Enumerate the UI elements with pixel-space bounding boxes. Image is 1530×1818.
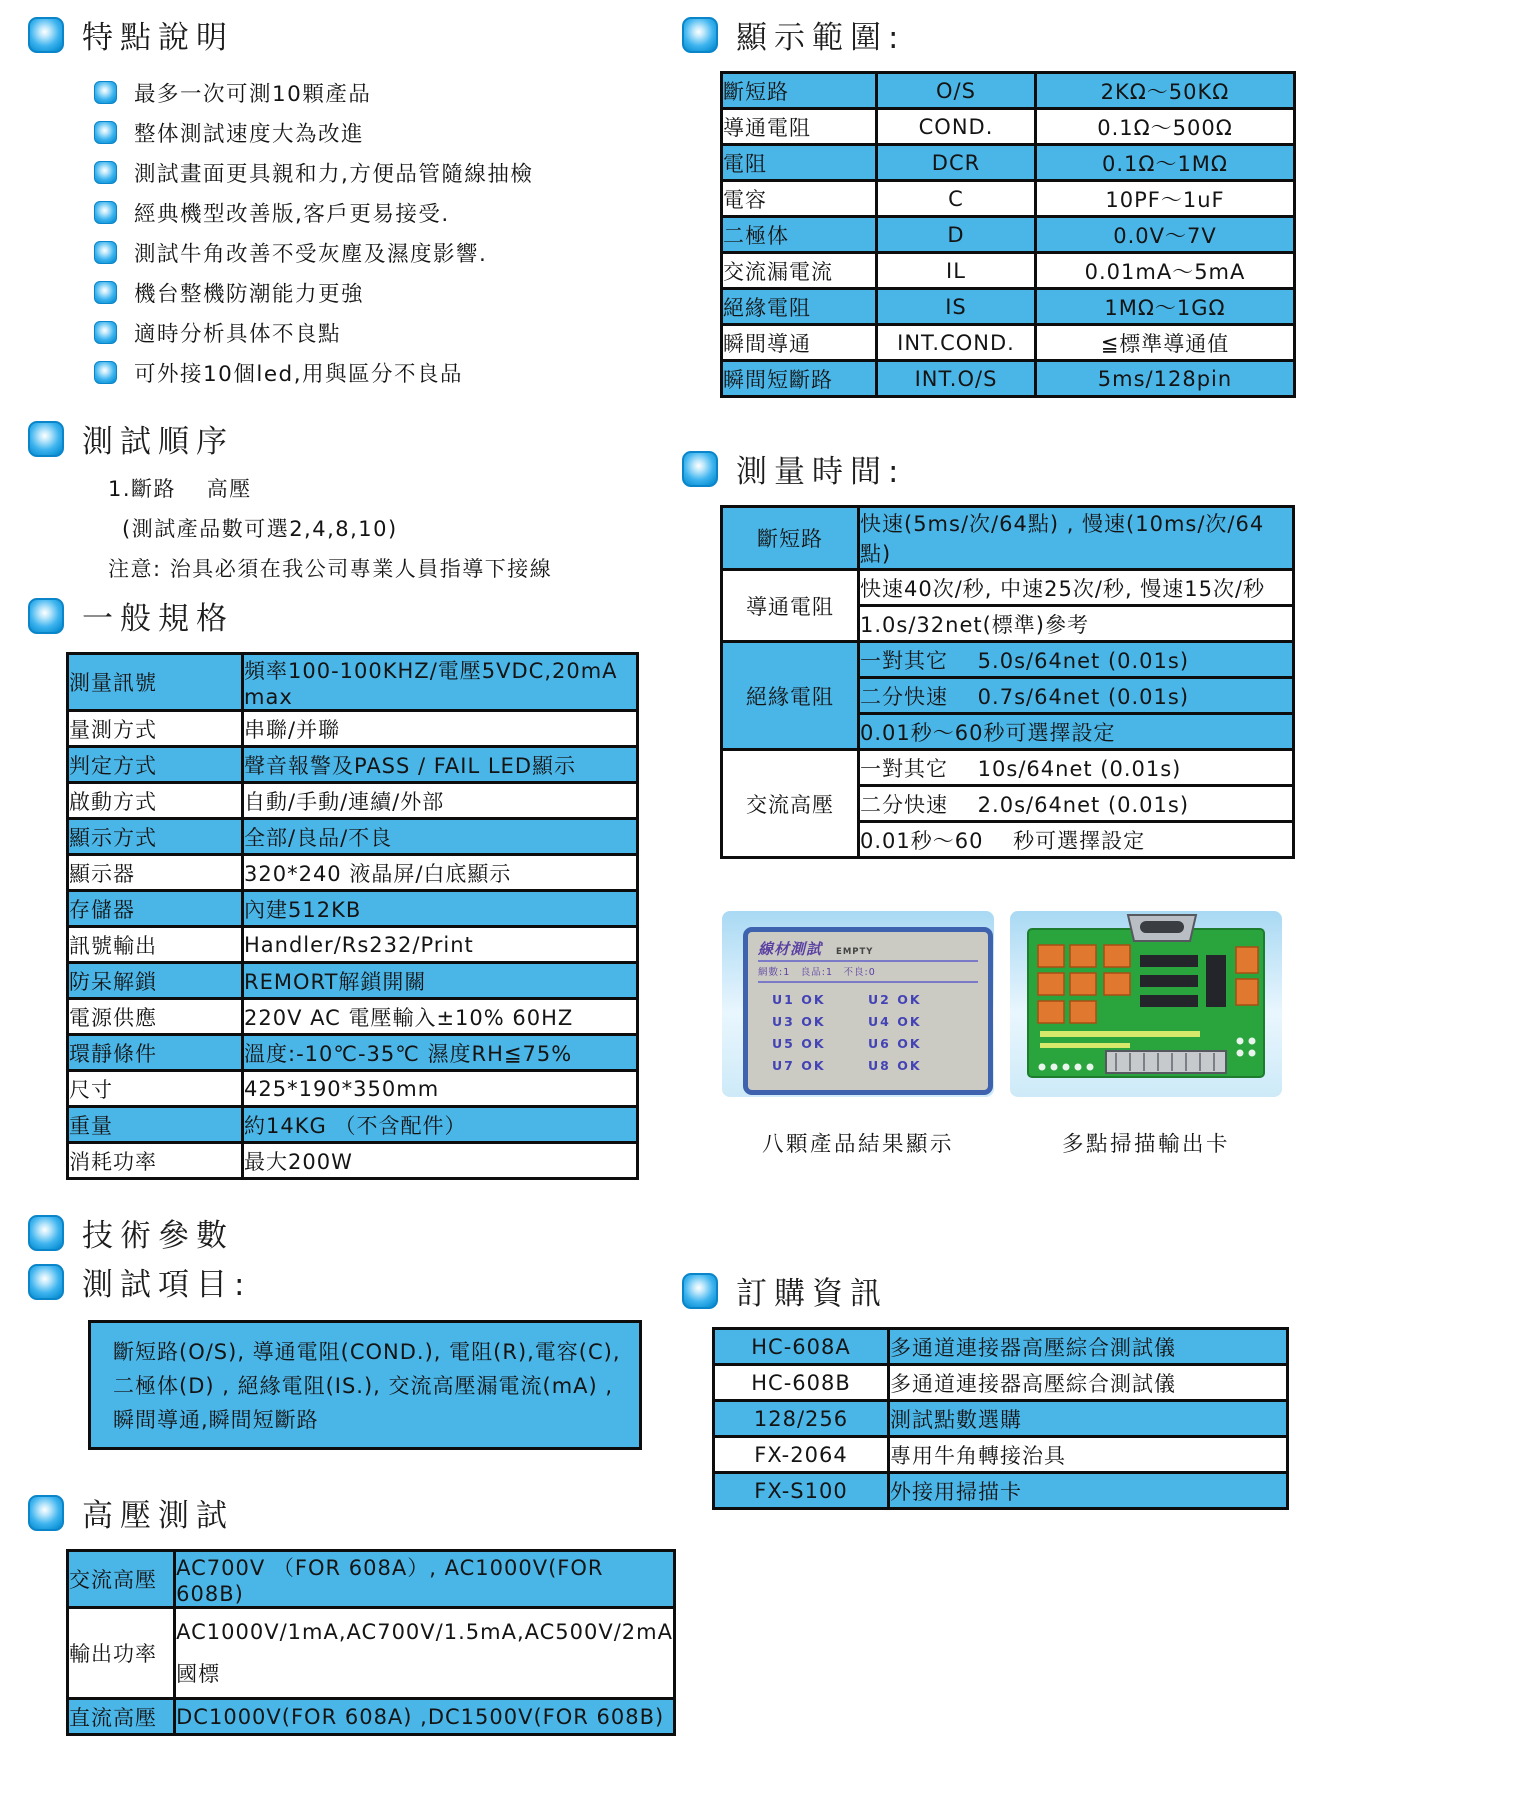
order-model: FX-2064 [714,1437,889,1473]
blue-bullet-icon [94,321,117,344]
table-row [68,963,638,999]
mt-value: 1.0s/32net(標準)參考 [859,606,1294,642]
hv-value [175,1608,675,1699]
table-row [68,819,638,855]
lcd-stats: 網數:1 良品:1 不良:0 [758,962,978,983]
product-photos [722,911,1307,1097]
range-name: 斷短路 [722,73,877,109]
lcd-result-cell: U5 OK [772,1036,826,1051]
feature-item [94,117,676,148]
feature-text: 機台整機防潮能力更強 [134,282,365,307]
pcb-illustration [1010,911,1282,1097]
table-row [68,1699,675,1735]
table-row [68,1107,638,1143]
sequence-line-1: 1.斷路 高壓 [108,477,252,501]
lcd-result-cell: U4 OK [868,1014,922,1029]
table-row [722,750,1294,786]
section-measure-time-header [682,446,1307,491]
table-row [714,1329,1288,1365]
feature-text: 測試畫面更具親和力,方便品管隨線抽檢 [134,162,534,187]
range-value: 10PF～1uF [1036,181,1295,217]
mt-label: 絕緣電阻 [722,642,859,750]
table-row [68,654,638,711]
section-test-items-header [28,1259,676,1304]
blue-cube-icon [28,17,64,53]
range-code: O/S [877,73,1036,109]
test-items-box [88,1320,642,1450]
feature-item [94,77,676,108]
right-column [682,12,1307,1510]
table-row [722,181,1295,217]
spec-label: 存儲器 [68,891,243,927]
blue-cube-icon [28,421,64,457]
range-code: C [877,181,1036,217]
table-row [722,73,1295,109]
spec-value: 約14KG （不含配件） [243,1107,638,1143]
range-value: 0.0V～7V [1036,217,1295,253]
range-value: 0.1Ω～1MΩ [1036,145,1295,181]
table-row [68,855,638,891]
spec-value: 320*240 液晶屏/白底顯示 [243,855,638,891]
lcd-result-cell: U8 OK [868,1058,922,1073]
spec-value: 串聯/并聯 [243,711,638,747]
spec-label: 量測方式 [68,711,243,747]
blue-bullet-icon [94,161,117,184]
left-column [28,12,676,1736]
spec-label: 判定方式 [68,747,243,783]
range-value: 0.01mA～5mA [1036,253,1295,289]
order-description: 外接用掃描卡 [889,1473,1288,1509]
table-row [722,145,1295,181]
blue-bullet-icon [94,241,117,264]
table-row [68,783,638,819]
blue-cube-icon [28,1495,64,1531]
features-list [94,77,676,388]
lcd-result-cell: U1 OK [772,992,826,1007]
hv-label: 交流高壓 [68,1551,175,1608]
measure-time-table [720,505,1295,859]
mt-value: 一對其它 10s/64net (0.01s) [859,750,1294,786]
range-name: 交流漏電流 [722,253,877,289]
spec-value: Handler/Rs232/Print [243,927,638,963]
feature-item [94,157,676,188]
lcd-result-cell: U7 OK [772,1058,826,1073]
table-row [714,1437,1288,1473]
range-code: COND. [877,109,1036,145]
feature-text: 整体測試速度大為改進 [134,122,365,147]
mt-value: 0.01秒～60 秒可選擇設定 [859,822,1294,858]
test-sequence-text [108,469,676,589]
table-row [722,361,1295,397]
range-code: DCR [877,145,1036,181]
blue-bullet-icon [94,81,117,104]
feature-item [94,197,676,228]
hv-value: AC700V （FOR 608A）, AC1000V(FOR 608B) [175,1551,675,1608]
range-value: 2KΩ～50KΩ [1036,73,1295,109]
range-value: 0.1Ω～500Ω [1036,109,1295,145]
range-code: IL [877,253,1036,289]
section-tech-params-header [28,1210,676,1255]
spec-value: 全部/良品/不良 [243,819,638,855]
lcd-header [758,938,978,962]
range-name: 二極体 [722,217,877,253]
hv-value-line-1: AC1000V/1mA,AC700V/1.5mA,AC500V/2mA [176,1620,673,1644]
section-title: 特點說明 [82,20,234,56]
range-name: 瞬間短斷路 [722,361,877,397]
feature-text: 經典機型改善版,客戶更易接受. [134,202,450,227]
table-row [68,1035,638,1071]
lcd-result-cell: U6 OK [868,1036,922,1051]
table-row [68,1071,638,1107]
section-title: 顯示範圍: [736,20,906,56]
table-row [714,1365,1288,1401]
section-sequence-header [28,416,676,461]
ordering-table [712,1327,1289,1510]
feature-item [94,277,676,308]
table-row [722,217,1295,253]
section-ordering-header [682,1268,1307,1313]
lcd-photo-caption: 八顆產品結果顯示 [761,1132,954,1157]
blue-cube-icon [28,1264,64,1300]
test-items-line-3: 瞬間導通,瞬間短斷路 [113,1408,319,1432]
table-row [722,325,1295,361]
spec-value: 最大200W [243,1143,638,1179]
mt-value: 一對其它 5.0s/64net (0.01s) [859,642,1294,678]
blue-cube-icon [682,451,718,487]
section-title: 技術參數 [82,1218,234,1254]
pcb-photo-caption: 多點掃描輸出卡 [1061,1132,1230,1157]
mt-value: 快速(5ms/次/64點) , 慢速(10ms/次/64點) [859,507,1294,570]
blue-cube-icon [28,598,64,634]
spec-label: 環靜條件 [68,1035,243,1071]
spec-label: 啟動方式 [68,783,243,819]
table-row [68,711,638,747]
spec-value: 溫度:-10℃-35℃ 濕度RH≦75% [243,1035,638,1071]
range-code: IS [877,289,1036,325]
section-title: 測試項目: [82,1267,252,1303]
spec-value: 內建512KB [243,891,638,927]
table-row [68,747,638,783]
sequence-line-3: 注意: 治具必須在我公司專業人員指導下接線 [108,557,553,581]
hv-value-line-2: 國標 [176,1662,221,1686]
lcd-result-cell: U3 OK [772,1014,826,1029]
table-row [714,1473,1288,1509]
spec-label: 顯示器 [68,855,243,891]
lcd-result-photo [722,911,994,1097]
hv-value: DC1000V(FOR 608A) ,DC1500V(FOR 608B) [175,1699,675,1735]
section-hv-test-header [28,1490,676,1535]
section-title: 訂購資訊 [736,1276,888,1312]
hv-label: 直流高壓 [68,1699,175,1735]
test-items-line-1: 斷短路(O/S), 導通電阻(COND.), 電阻(R),電容(C), [113,1340,621,1364]
lcd-status: EMPTY [836,947,874,957]
feature-text: 測試牛角改善不受灰塵及濕度影響. [134,242,488,267]
range-value: ≦標準導通值 [1036,325,1295,361]
table-row [722,507,1294,570]
range-code: INT.O/S [877,361,1036,397]
spec-label: 防呆解鎖 [68,963,243,999]
spec-label: 消耗功率 [68,1143,243,1179]
mt-value: 二分快速 2.0s/64net (0.01s) [859,786,1294,822]
mt-label: 斷短路 [722,507,859,570]
blue-cube-icon [682,1273,718,1309]
spec-label: 顯示方式 [68,819,243,855]
range-name: 瞬間導通 [722,325,877,361]
order-description: 測試點數選購 [889,1401,1288,1437]
section-title: 高壓測試 [82,1498,234,1534]
table-row [68,999,638,1035]
table-row [722,253,1295,289]
range-value: 1MΩ～1GΩ [1036,289,1295,325]
blue-bullet-icon [94,121,117,144]
sequence-line-2: (測試產品數可選2,4,8,10) [122,517,398,541]
range-code: INT.COND. [877,325,1036,361]
table-row [722,289,1295,325]
mt-label: 導通電阻 [722,570,859,642]
scan-card-photo [1010,911,1282,1097]
blue-bullet-icon [94,361,117,384]
order-model: HC-608A [714,1329,889,1365]
spec-label: 重量 [68,1107,243,1143]
spec-value: REMORT解鎖開關 [243,963,638,999]
lcd-result-cell: U2 OK [868,992,922,1007]
hv-test-table [66,1549,676,1736]
feature-text: 最多一次可測10顆產品 [134,82,372,107]
section-title: 測試順序 [82,424,234,460]
table-row [68,891,638,927]
blue-cube-icon [28,1215,64,1251]
feature-text: 適時分析具体不良點 [134,322,342,347]
spec-value: 頻率100-100KHZ/電壓5VDC,20mA max [243,654,638,711]
range-name: 導通電阻 [722,109,877,145]
mt-value: 0.01秒～60秒可選擇設定 [859,714,1294,750]
display-range-table [720,71,1296,398]
section-general-specs-header [28,593,676,638]
spec-value: 425*190*350mm [243,1071,638,1107]
lcd-title: 線材測試 [758,940,823,958]
section-title: 一般規格 [82,601,234,637]
section-display-range-header [682,12,1307,57]
range-code: D [877,217,1036,253]
mt-value: 快速40次/秒, 中速25次/秒, 慢速15次/秒 [859,570,1294,606]
blue-cube-icon [682,17,718,53]
mt-label: 交流高壓 [722,750,859,858]
table-row [68,927,638,963]
spec-label: 尺寸 [68,1071,243,1107]
lcd-screen [743,927,993,1095]
table-row [722,642,1294,678]
table-row [68,1551,675,1608]
table-row [68,1608,675,1699]
range-name: 電容 [722,181,877,217]
spec-value: 220V AC 電壓輸入±10% 60HZ [243,999,638,1035]
order-description: 多通道連接器高壓綜合測試儀 [889,1329,1288,1365]
section-features-header [28,12,676,57]
table-row [722,570,1294,606]
feature-item [94,357,676,388]
range-value: 5ms/128pin [1036,361,1295,397]
feature-item [94,237,676,268]
spec-label: 測量訊號 [68,654,243,711]
photo-captions [722,1127,1307,1158]
hv-label: 輸出功率 [68,1608,175,1699]
order-model: HC-608B [714,1365,889,1401]
range-name: 絕緣電阻 [722,289,877,325]
order-description: 專用牛角轉接治具 [889,1437,1288,1473]
blue-bullet-icon [94,281,117,304]
section-title: 測量時間: [736,454,906,490]
feature-text: 可外接10個led,用與區分不良品 [134,362,464,387]
feature-item [94,317,676,348]
order-model: 128/256 [714,1401,889,1437]
order-model: FX-S100 [714,1473,889,1509]
spec-value: 聲音報警及PASS / FAIL LED顯示 [243,747,638,783]
mt-value: 二分快速 0.7s/64net (0.01s) [859,678,1294,714]
spec-label: 電源供應 [68,999,243,1035]
range-name: 電阻 [722,145,877,181]
lcd-result-grid [758,983,978,1073]
spec-value: 自動/手動/連續/外部 [243,783,638,819]
spec-label: 訊號輸出 [68,927,243,963]
general-specs-table [66,652,639,1180]
order-description: 多通道連接器高壓綜合測試儀 [889,1365,1288,1401]
table-row [714,1401,1288,1437]
table-row [722,109,1295,145]
blue-bullet-icon [94,201,117,224]
table-row [68,1143,638,1179]
test-items-line-2: 二極体(D) , 絕緣電阻(IS.), 交流高壓漏電流(mA) , [113,1374,614,1398]
